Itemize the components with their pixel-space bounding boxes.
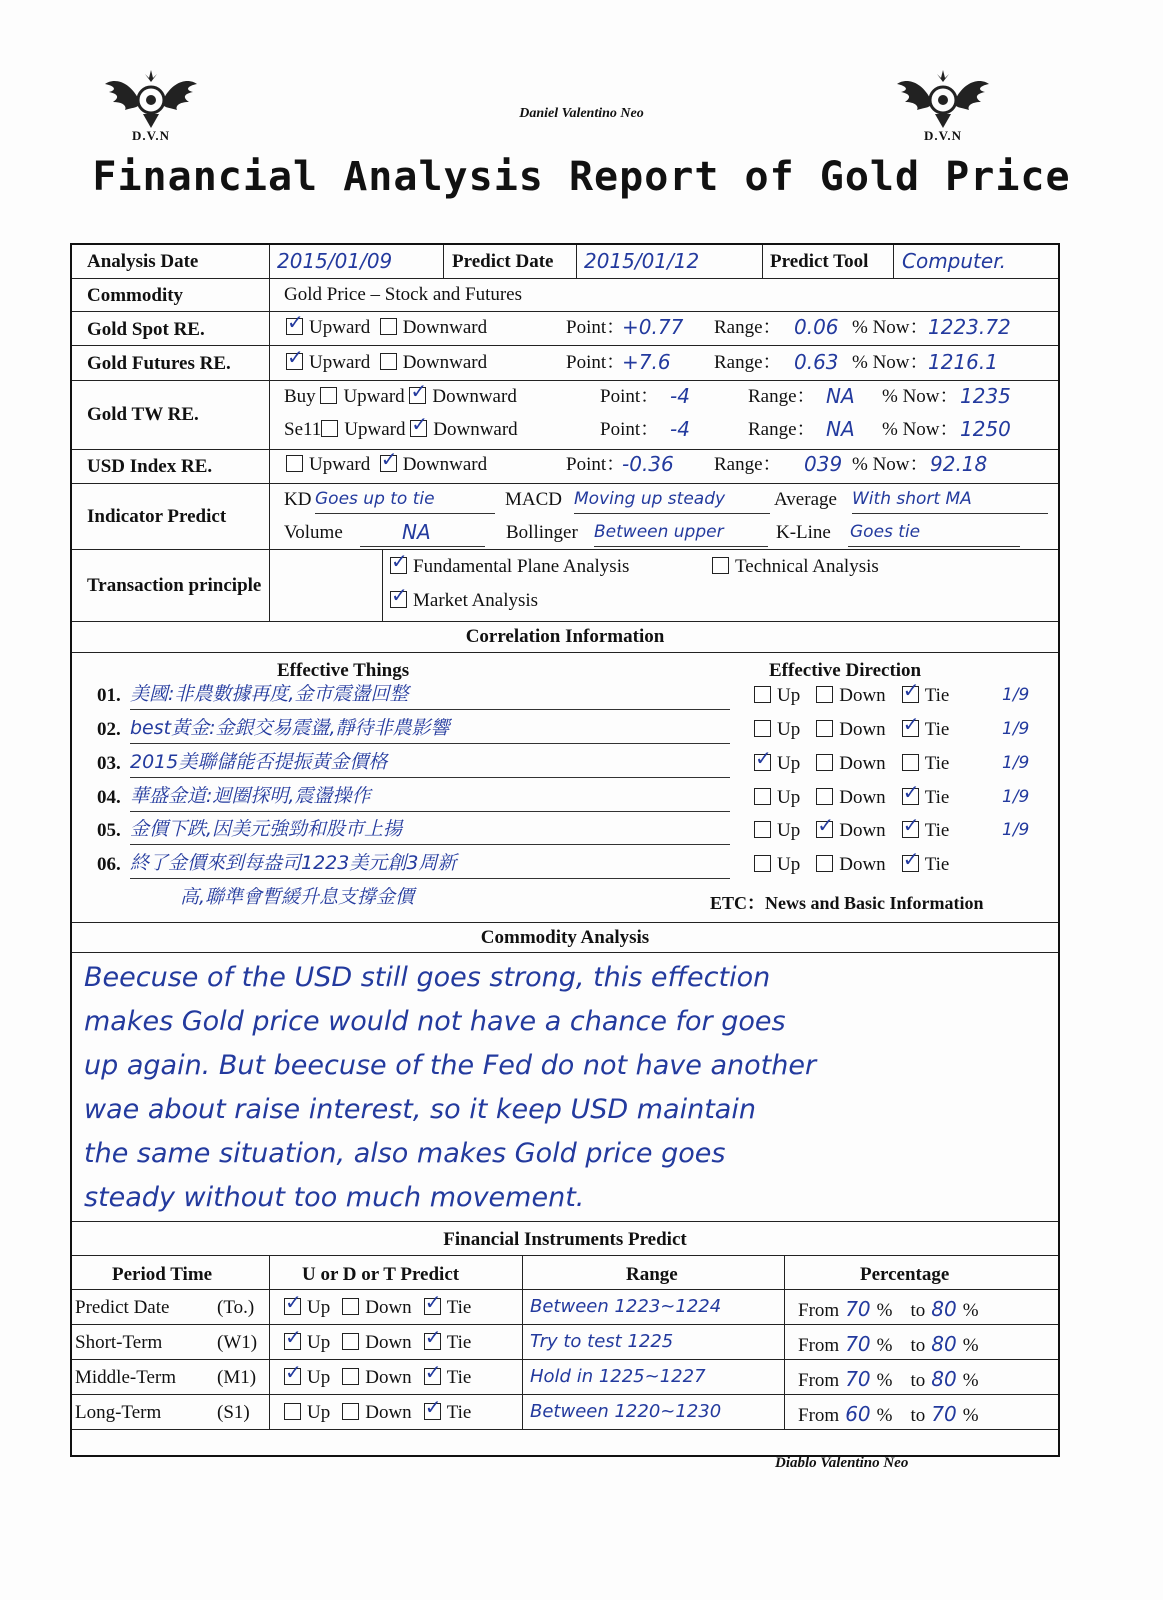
analysis-line: steady without too much movement. [84,1182,585,1213]
report-form [70,243,1060,1457]
up-checkbox[interactable] [754,788,771,805]
usd-index-label: USD Index RE. [87,456,213,477]
udt-options: ✓ Up Down✓ Tie [284,1367,483,1389]
period-name: Long-Term [75,1402,162,1423]
spot-range-value: 0.06 [794,315,839,339]
gold-tw-sell: Se11 Upward ✓ Downward [284,419,518,441]
down-checkbox[interactable] [342,1298,359,1315]
effective-thing-text: 美國:非農數據再度,金市震盪回整 [130,683,409,705]
signature: Diablo Valentino Neo [775,1455,909,1471]
market-option: ✓Market Analysis [390,590,538,612]
volume-value: NA [402,520,431,544]
volume-label: Volume [284,522,343,543]
date-note: 1/9 [1002,719,1030,739]
range-value: Between 1223~1224 [530,1296,722,1317]
analysis-line: makes Gold price would not have a chance for goes [84,1006,786,1037]
udt-options: ✓ Up Down✓ Tie [284,1297,483,1319]
percentage-header: Percentage [860,1264,950,1285]
up-checkbox[interactable] [754,720,771,737]
down-checkbox[interactable] [816,788,833,805]
effective-thing-text: best黃金:金銀交易震盪,靜待非農影響 [130,717,450,739]
gold-futures-direction: ✓ Upward Downward [286,352,487,374]
author-name: Daniel Valentino Neo [519,106,644,121]
up-checkbox[interactable] [284,1403,301,1420]
item-number: 01. [97,685,121,706]
range-value: Try to test 1225 [530,1331,674,1352]
period-time-header: Period Time [112,1264,213,1285]
downward-checkbox[interactable] [409,387,426,404]
up-checkbox[interactable] [754,686,771,703]
analysis-line: Beecuse of the USD still goes strong, this effection [84,962,771,993]
macd-label: MACD [505,489,563,510]
effective-thing-text: 終了金價來到每盎司1223美元創3周新 [130,852,457,874]
indicator-predict-label: Indicator Predict [87,506,227,527]
range-label: Range： [748,419,816,440]
now-label: % Now： [852,317,929,338]
point-label: Point： [566,454,626,475]
logo-caption: D.V.N [924,128,962,143]
logo-caption: D.V.N [132,128,170,143]
tie-checkbox[interactable] [424,1403,441,1420]
kline-label: K-Line [776,522,831,543]
market-checkbox[interactable] [390,591,407,608]
item-number: 05. [97,820,121,841]
tw-sell-range-value: NA [826,417,855,441]
range-label: Range： [714,352,782,373]
predict-date-value: 2015/01/12 [584,249,700,273]
period-code: (To.) [217,1297,255,1318]
spot-now-value: 1223.72 [928,315,1011,339]
period-name: Middle-Term [75,1367,177,1388]
up-checkbox[interactable] [284,1298,301,1315]
date-note: 1/9 [1002,820,1030,840]
analysis-date-value: 2015/01/09 [277,249,393,273]
gold-tw-buy: Buy Upward ✓ Downward [284,386,517,408]
commodity-label: Commodity [87,285,184,306]
predict-tool-value: Computer. [902,249,1006,273]
upward-checkbox[interactable] [286,353,303,370]
to-value: 80 [931,1367,957,1391]
commodity-value: Gold Price – Stock and Futures [284,284,523,305]
up-checkbox[interactable] [284,1333,301,1350]
winged-crest-icon [103,70,199,132]
gold-tw-label: Gold TW RE. [87,404,199,425]
point-label: Point： [566,352,626,373]
kd-value: Goes up to tie [315,489,435,509]
usd-range-value: 039 [804,452,843,476]
from-value: 70 [845,1332,871,1356]
analysis-line: wae about raise interest, so it keep USD maintain [84,1094,756,1125]
down-checkbox[interactable] [816,855,833,872]
range-value: Hold in 1225~1227 [530,1366,706,1387]
period-code: (S1) [217,1402,250,1423]
average-value: With short MA [852,489,972,509]
effective-direction-options: Up Down✓ Tie [754,854,965,876]
usd-direction: Upward ✓ Downward [286,454,487,476]
down-checkbox[interactable] [342,1403,359,1420]
effective-thing-text: 華盛金道:迴圈探明,震盪操作 [130,785,371,807]
predict-date-label: Predict Date [452,251,554,272]
range-value: Between 1220~1230 [530,1401,722,1422]
usd-point-value: -0.36 [622,452,674,476]
downward-checkbox[interactable] [380,455,397,472]
period-code: (W1) [217,1332,258,1353]
range-label: Range： [748,386,816,407]
item-number: 06. [97,854,121,875]
correlation-title: Correlation Information [465,626,665,647]
udt-options: ✓ Up Down✓ Tie [284,1332,483,1354]
fundamental-option: ✓Fundamental Plane Analysis [390,556,629,578]
fundamental-checkbox[interactable] [390,557,407,574]
analysis-date-label: Analysis Date [87,251,199,272]
tie-checkbox[interactable] [424,1368,441,1385]
tie-checkbox[interactable] [902,788,919,805]
tie-checkbox[interactable] [424,1298,441,1315]
period-name: Predict Date [75,1297,170,1318]
to-value: 80 [931,1297,957,1321]
percentage-range: From 70 % to 80 % [798,1367,979,1391]
gold-spot-label: Gold Spot RE. [87,319,205,340]
downward-checkbox[interactable] [380,353,397,370]
downward-checkbox[interactable] [410,420,427,437]
effective-thing-text: 金價下跌,因美元強勁和股市上揚 [130,818,403,840]
tie-checkbox[interactable] [902,855,919,872]
tw-buy-range-value: NA [826,384,855,408]
bollinger-label: Bollinger [506,522,578,543]
tie-checkbox[interactable] [902,754,919,771]
kline-value: Goes tie [850,522,921,542]
period-name: Short-Term [75,1332,163,1353]
downward-checkbox[interactable] [380,318,397,335]
spot-point-value: +0.77 [622,315,684,339]
effective-direction-options: Up✓ Down✓ Tie [754,820,965,842]
percentage-range: From 70 % to 80 % [798,1332,979,1356]
now-label: % Now： [852,454,929,475]
down-checkbox[interactable] [816,754,833,771]
effective-direction-options: ✓ Up Down Tie [754,753,965,775]
item-number: 02. [97,719,121,740]
udt-options: Up Down✓ Tie [284,1402,483,1424]
effective-thing-text: 2015美聯儲能否提振黃金價格 [130,751,388,773]
percentage-range: From 60 % to 70 % [798,1402,979,1426]
to-value: 80 [931,1332,957,1356]
point-label: Point： [566,317,626,338]
technical-option: Technical Analysis [712,556,879,578]
range-header: Range [626,1264,678,1285]
from-value: 70 [845,1367,871,1391]
upward-checkbox[interactable] [320,387,337,404]
now-label: % Now： [882,386,959,407]
tw-sell-now-value: 1250 [960,417,1011,441]
up-checkbox[interactable] [754,855,771,872]
etc-note: ETC：News and Basic Information [710,893,984,913]
date-note: 1/9 [1002,685,1030,705]
effective-things-header: Effective Things [277,660,410,681]
up-checkbox[interactable] [754,821,771,838]
effective-thing-text-cont: 高,聯準會暫緩升息支撐金價 [180,886,415,908]
instruments-title: Financial Instruments Predict [443,1229,687,1250]
macd-value: Moving up steady [574,489,726,509]
tw-sell-point-value: -4 [670,417,690,441]
kd-label: KD [284,489,312,510]
futures-now-value: 1216.1 [928,350,998,374]
futures-point-value: +7.6 [622,350,671,374]
item-number: 04. [97,787,121,808]
down-checkbox[interactable] [342,1368,359,1385]
gold-futures-label: Gold Futures RE. [87,353,231,374]
analysis-line: the same situation, also makes Gold price goes [84,1138,726,1169]
usd-now-value: 92.18 [930,452,988,476]
bollinger-value: Between upper [594,522,724,542]
tie-checkbox[interactable] [902,821,919,838]
upward-checkbox[interactable] [321,420,338,437]
tie-checkbox[interactable] [424,1333,441,1350]
point-label: Point： [600,419,660,440]
tw-buy-point-value: -4 [670,384,690,408]
point-label: Point： [600,386,660,407]
technical-checkbox[interactable] [712,557,729,574]
down-checkbox[interactable] [816,720,833,737]
udt-predict-header: U or D or T Predict [302,1264,460,1285]
tie-checkbox[interactable] [902,720,919,737]
period-code: (M1) [217,1367,257,1388]
from-value: 60 [845,1402,871,1426]
gold-spot-direction: ✓ Upward Downward [286,317,487,339]
analysis-line: up again. But beecuse of the Fed do not have another [84,1050,817,1081]
winged-crest-icon [895,70,991,132]
down-checkbox[interactable] [816,686,833,703]
down-checkbox[interactable] [816,821,833,838]
date-note: 1/9 [1002,753,1030,773]
effective-direction-header: Effective Direction [769,660,922,681]
report-title: Financial Analysis Report of Gold Price [92,154,1071,200]
up-checkbox[interactable] [284,1368,301,1385]
upward-checkbox[interactable] [286,318,303,335]
upward-checkbox[interactable] [286,455,303,472]
average-label: Average [774,489,837,510]
predict-tool-label: Predict Tool [770,251,869,272]
transaction-principle-label: Transaction principle [87,575,262,596]
futures-range-value: 0.63 [794,350,839,374]
tie-checkbox[interactable] [902,686,919,703]
percentage-range: From 70 % to 80 % [798,1297,979,1321]
from-value: 70 [845,1297,871,1321]
item-number: 03. [97,753,121,774]
to-value: 70 [931,1402,957,1426]
effective-direction-options: Up Down✓ Tie [754,787,965,809]
up-checkbox[interactable] [754,754,771,771]
range-label: Range： [714,454,782,475]
now-label: % Now： [882,419,959,440]
commodity-analysis-title: Commodity Analysis [480,927,650,948]
date-note: 1/9 [1002,787,1030,807]
down-checkbox[interactable] [342,1333,359,1350]
tw-buy-now-value: 1235 [960,384,1011,408]
effective-direction-options: Up Down✓ Tie [754,719,965,741]
range-label: Range： [714,317,782,338]
effective-direction-options: Up Down✓ Tie [754,685,965,707]
now-label: % Now： [852,352,929,373]
